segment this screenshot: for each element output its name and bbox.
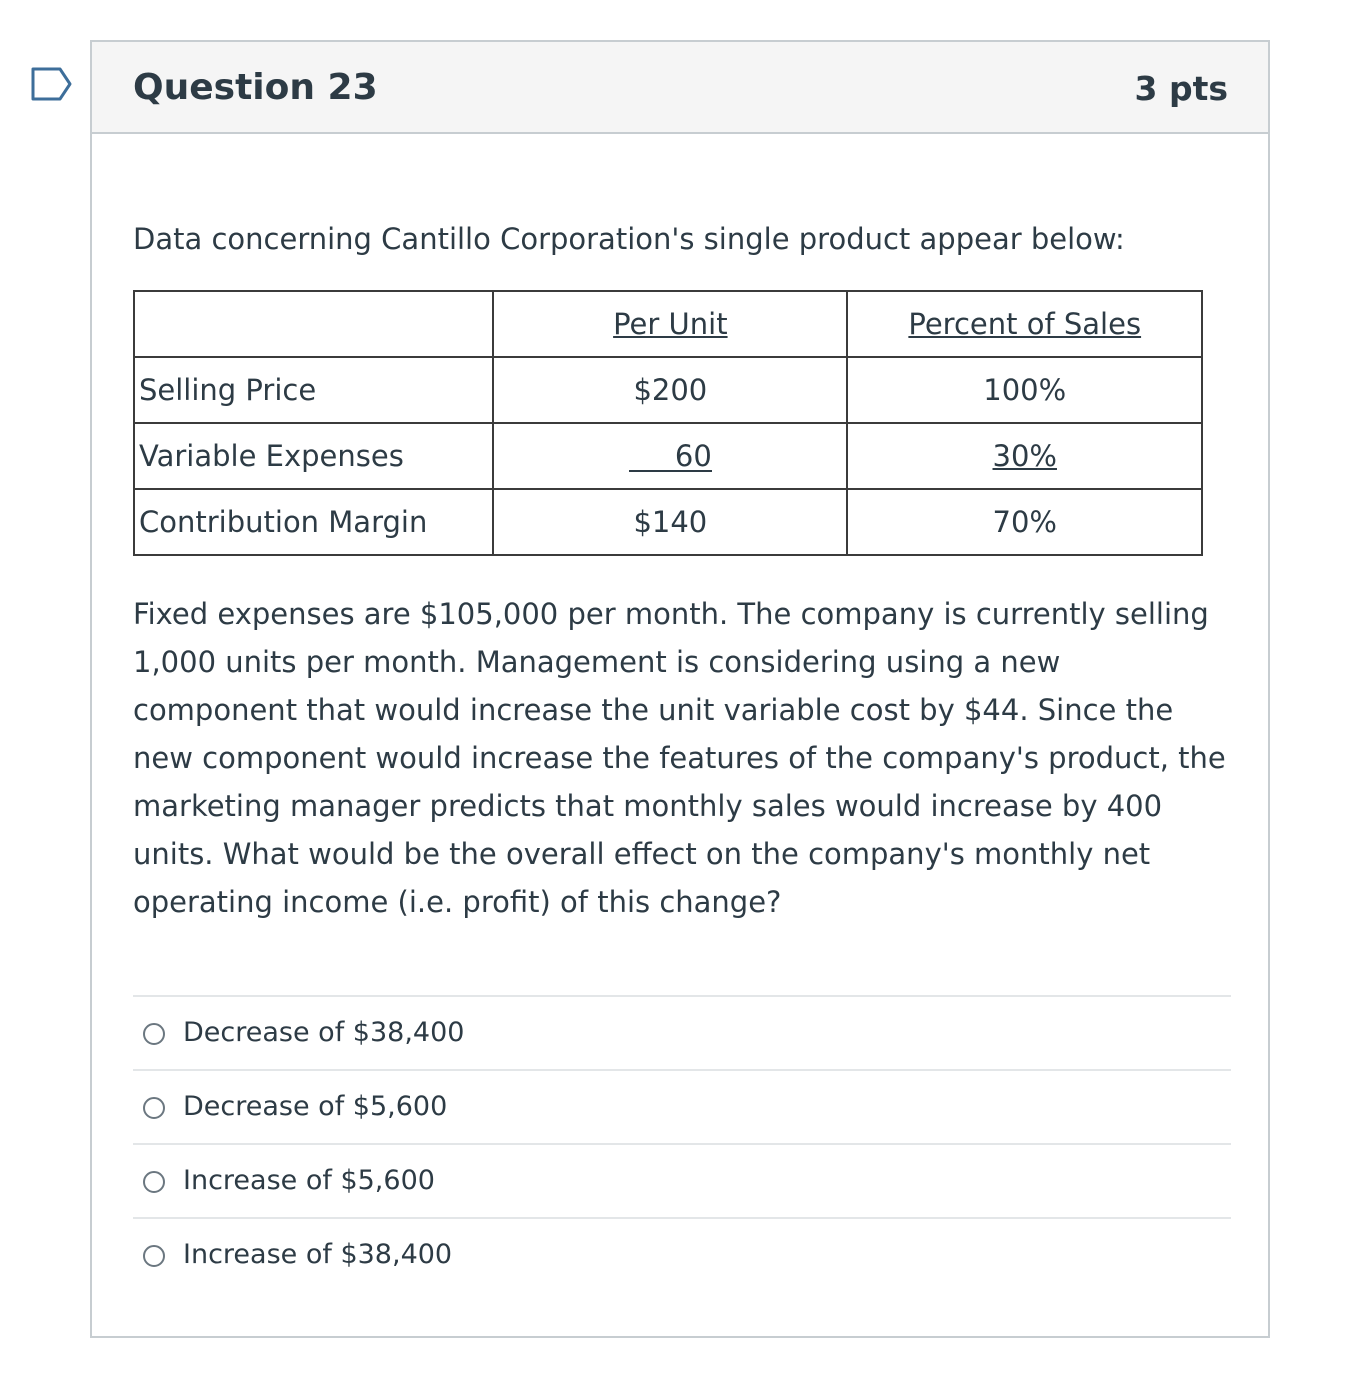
answer-option[interactable] [133, 1217, 1231, 1291]
radio-button[interactable] [143, 1245, 165, 1267]
question-points: 3 pts [1134, 69, 1228, 108]
answer-label[interactable]: Decrease of $38,400 [183, 1017, 465, 1048]
radio-button[interactable] [143, 1023, 165, 1045]
answer-option[interactable] [133, 1143, 1231, 1217]
radio-button[interactable] [143, 1171, 165, 1193]
question-intro: Data concerning Cantillo Corporation's single product appear below: [133, 222, 1125, 256]
answer-label[interactable]: Decrease of $5,600 [183, 1091, 448, 1122]
row-label: Selling Price [134, 357, 493, 423]
table-row [134, 423, 1202, 489]
per-unit-header-text: Per Unit [613, 307, 728, 341]
table-row [134, 357, 1202, 423]
question-header [92, 42, 1268, 134]
row-label: Contribution Margin [134, 489, 493, 555]
answer-option[interactable] [133, 995, 1231, 1069]
radio-button[interactable] [143, 1097, 165, 1119]
answer-label[interactable]: Increase of $5,600 [183, 1165, 435, 1196]
question-title: Question 23 [133, 67, 378, 108]
bookmark-flag-icon[interactable] [30, 66, 74, 102]
table-header-row [134, 291, 1202, 357]
table-header-per-unit [493, 291, 847, 357]
percent-header-text: Percent of Sales [908, 307, 1142, 341]
question-body: Fixed expenses are $105,000 per month. The company is currently selling 1,000 units per month. Management is considering using a new component that would increase the unit variable cost by $44. Since the new component would increase the features of the company's product, the marketing manager predicts that monthly sales would increase by 400 units. What would be the overall effect on the company's monthly net operating income (i.e. profit) of this change? [133, 597, 1226, 919]
row-per-unit [493, 423, 847, 489]
table-row [134, 489, 1202, 555]
table-header-percent [847, 291, 1202, 357]
row-percent [847, 423, 1202, 489]
data-table [133, 290, 1203, 556]
row-per-unit: $200 [493, 357, 847, 423]
row-percent: 100% [847, 357, 1202, 423]
variable-per-unit-text: 60 [629, 442, 712, 472]
variable-percent-text: 30% [992, 439, 1057, 473]
row-per-unit: $140 [493, 489, 847, 555]
row-percent: 70% [847, 489, 1202, 555]
answer-label[interactable]: Increase of $38,400 [183, 1239, 453, 1270]
question-card [90, 40, 1270, 1338]
row-label: Variable Expenses [134, 423, 493, 489]
answer-list [133, 995, 1231, 1291]
answer-option[interactable] [133, 1069, 1231, 1143]
table-header-empty [134, 291, 493, 357]
